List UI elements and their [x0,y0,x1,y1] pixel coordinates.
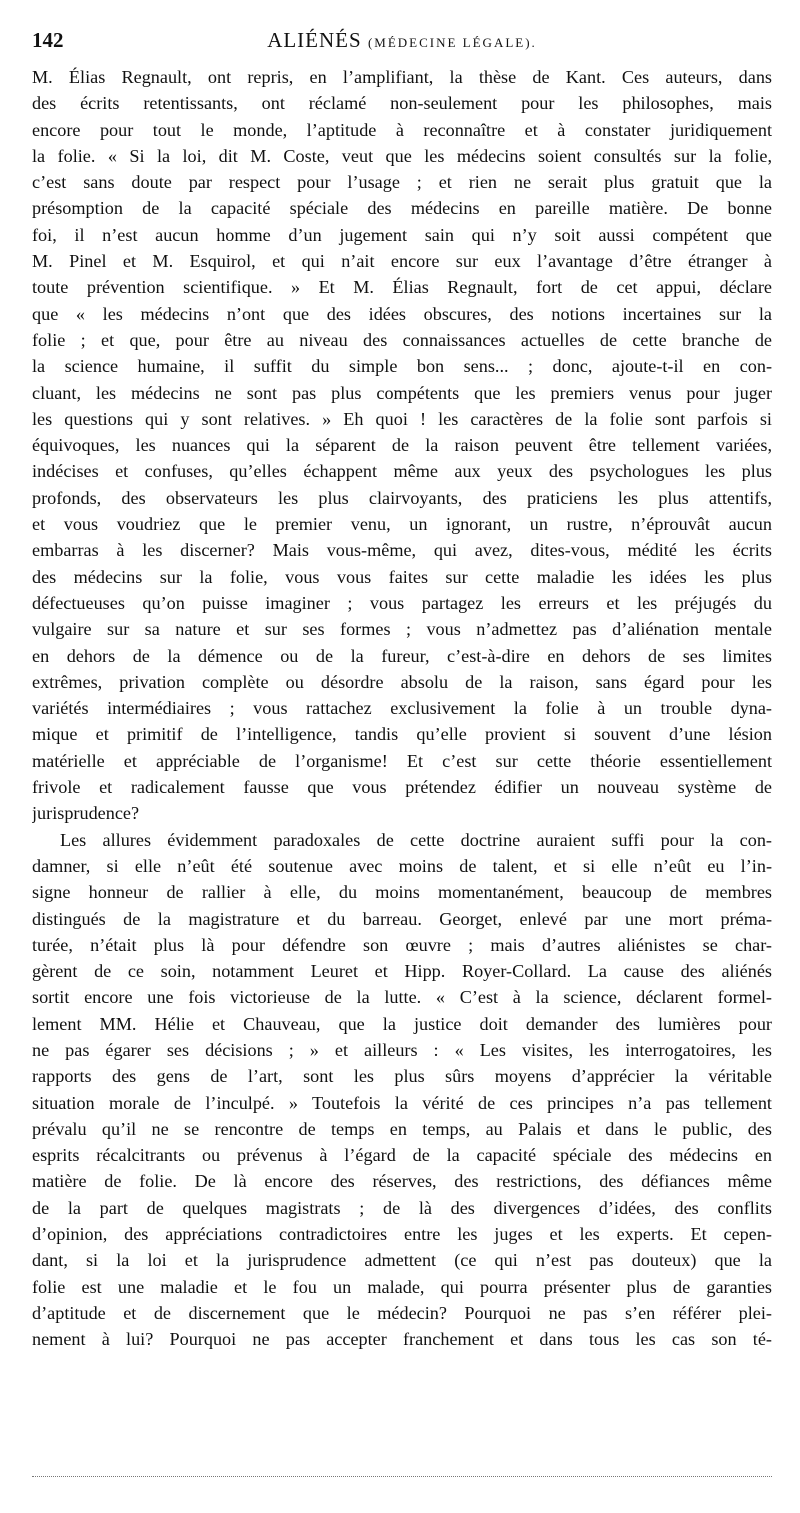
text-line: cluant, les médecins ne sont pas plus compétents que les premiers venus pour juger [32,382,772,403]
text-line: de la part de quelques magistrats ; de là des divergences d’idées, des conflits [32,1197,772,1218]
text-line: dant, si la loi et la jurisprudence admettent (ce qui n’est pas douteux) que la [32,1250,772,1271]
text-line: embarras à les discerner? Mais vous-même, qui avez, dites-vous, médité les écrits [32,540,772,561]
text-line: encore pour tout le monde, l’aptitude à reconnaître et à constater juridiquement [32,119,772,140]
text-line: profonds, des observateurs les plus clairvoyants, des praticiens les plus attentifs, [32,487,772,508]
text-line: matérielle et appréciable de l’organisme! Et c’est sur cette théorie essentiellement [32,750,772,771]
text-line: M. Élias Regnault, ont repris, en l’amplifiant, la thèse de Kant. Ces auteurs, dans [32,67,772,87]
text-line: et vous voudriez que le premier venu, un ignorant, un rustre, n’éprouvât aucun [32,514,772,535]
text-line: situation morale de l’inculpé. » Toutefois la vérité de ces principes n’a pas tellement [32,1092,772,1113]
text-line: c’est sans doute par respect pour l’usage ; et rien ne serait plus gratuit que la [32,172,772,193]
text-line: damner, si elle n’eût été soutenue avec moins de talent, et si elle n’eût eu l’in- [32,855,772,876]
paragraph [32,64,772,827]
text-line: folie ; et que, pour être au niveau des connaissances actuelles de cette branche de [32,329,772,350]
text-line: les questions qui y sont relatives. » Eh quoi ! les caractères de la folie sont parfois si [32,408,772,429]
text-line: distingués de la magistrature et du barreau. Georget, enlevé par une mort préma- [32,908,772,929]
text-line: foi, il n’est aucun homme d’un jugement sain qui n’y soit aussi compétent que [32,224,772,245]
text-line: ne pas égarer ses décisions ; » et ailleurs : « Les visites, les interrogatoires, les [32,1039,772,1060]
running-title-subtitle: (MÉDECINE LÉGALE). [367,35,537,50]
text-line: indécises et confuses, qu’elles échappent même aux yeux des psychologues les plus [32,461,772,482]
text-line: présomption de la capacité spéciale des médecins en pareille matière. De bonne [32,198,772,219]
text-line: des médecins sur la folie, vous vous faites sur cette maladie les idées les plus [32,566,772,587]
text-line: nement à lui? Pourquoi ne pas accepter franchement et dans tous les cas son té- [32,1329,772,1350]
text-line: des écrits retentissants, ont réclamé non-seulement pour les philosophes, mais [32,93,772,114]
text-line: la science humaine, il suffit du simple bon sens... ; donc, ajoute-t-il en con- [32,356,772,377]
text-line: folie est une maladie et le fou un malade, qui pourra présenter plus de garanties [32,1276,772,1297]
text-line: sortit encore une fois victorieuse de la lutte. « C’est à la science, déclarent formel- [32,987,772,1008]
running-title-main: ALIÉNÉS [267,28,362,52]
text-line: prévalu qu’il ne se rencontre de temps en temps, au Palais et dans le public, des [32,1118,772,1139]
text-line: signe honneur de rallier à elle, du moins momentanément, beaucoup de membres [32,882,772,903]
text-line: que « les médecins n’ont que des idées obscures, des notions incertaines sur la [32,303,772,324]
text-line: gèrent de ce soin, notamment Leuret et Hipp. Royer-Collard. La cause des aliénés [32,961,772,982]
paragraph [32,827,772,1353]
text-line: esprits récalcitrants ou prévenus à l’égard de la capacité spéciale des médecins en [32,1145,772,1166]
text-line: rapports des gens de l’art, sont les plus sûrs moyens d’apprécier la véritable [32,1066,772,1087]
text-line: extrêmes, privation complète ou désordre absolu de la raison, sans égard pour les [32,671,772,692]
footer-rule [32,1476,772,1477]
text-line: variétés intermédiaires ; vous rattachez exclusivement la folie à un trouble dyna- [32,698,772,719]
text-line: M. Pinel et M. Esquirol, et qui n’ait encore sur eux l’avantage d’être étranger à [32,251,772,272]
text-line: d’opinion, des appréciations contradictoires entre les juges et les experts. Et cepen- [32,1224,772,1245]
text-line: d’aptitude et de discernement que le médecin? Pourquoi ne pas s’en référer plei- [32,1302,772,1323]
page-header [32,28,772,54]
running-title [32,28,772,53]
text-line: jurisprudence? [32,803,140,824]
text-line: Les allures évidemment paradoxales de cette doctrine auraient suffi pour la con- [60,829,772,850]
body-text [32,64,772,1353]
text-line: matière de folie. De là encore des réserves, des restrictions, des défiances même [32,1171,772,1192]
text-line: en dehors de la démence ou de la fureur, c’est-à-dire en dehors de ses limites [32,645,772,666]
page-number: 142 [32,28,64,52]
text-line: lement MM. Hélie et Chauveau, que la justice doit demander des lumières pour [32,1013,772,1034]
text-line: équivoques, les nuances qui la séparent de la raison peuvent être tellement variées, [32,435,772,456]
text-line: frivole et radicalement fausse que vous prétendez édifier un nouveau système de [32,777,772,798]
text-line: la folie. « Si la loi, dit M. Coste, veut que les médecins soient consultés sur la folie, [32,145,772,166]
text-line: turée, n’était plus là pour défendre son œuvre ; mais d’autres aliénistes se char- [32,934,772,955]
text-line: vulgaire sur sa nature et sur ses formes ; vous n’admettez pas d’aliénation mentale [32,619,772,640]
text-line: défectueuses qu’on puisse imaginer ; vous partagez les erreurs et les préjugés du [32,592,772,613]
text-line: mique et primitif de l’intelligence, tandis qu’elle provient si souvent d’une lésion [32,724,772,745]
text-line: toute prévention scientifique. » Et M. Élias Regnault, fort de cet appui, déclare [32,277,772,298]
